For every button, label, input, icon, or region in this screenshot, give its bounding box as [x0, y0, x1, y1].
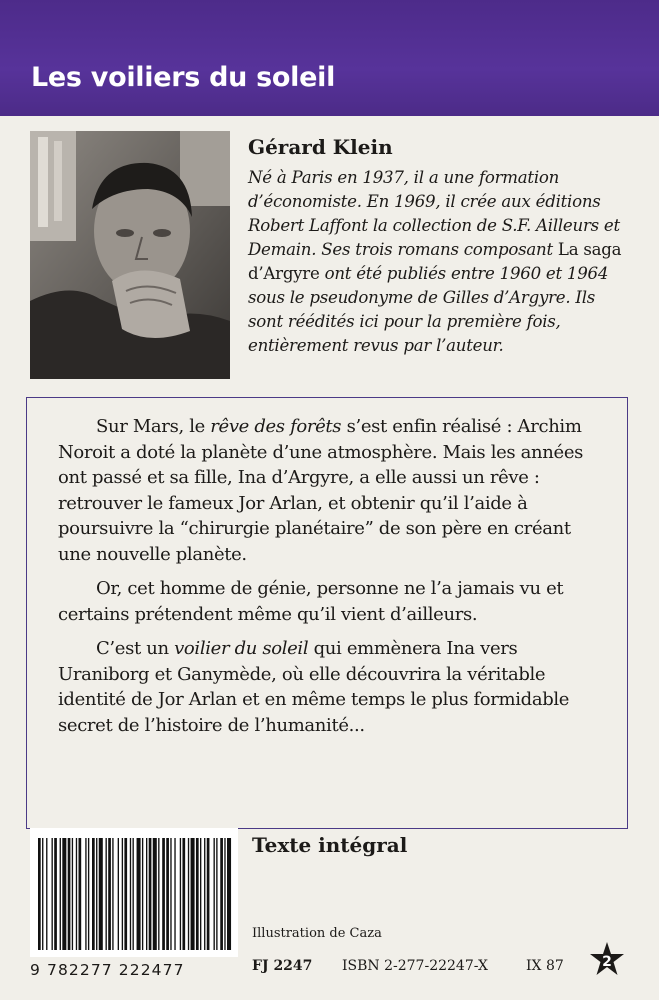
author-name: Gérard Klein — [248, 135, 393, 159]
bio-part-2: ont été publiés entre 1960 et 1964 sous le pseudonyme de Gilles d’Argyre. Ils sont réédités ici pour la première fois, entièrement revus par l’auteur. — [248, 264, 609, 355]
author-bio — [248, 166, 630, 358]
author-portrait-icon — [30, 131, 230, 379]
catalog-number: FJ 2247 — [252, 958, 313, 974]
summary-text — [58, 414, 606, 747]
header-band — [0, 0, 659, 116]
bio-part-1: Né à Paris en 1937, il a une formation d’économiste. En 1969, il crée aux éditions Robert Laffont la collection de S.F. Ailleurs et Demain. Ses trois romans composant — [248, 168, 620, 259]
barcode-icon — [30, 828, 238, 957]
star-rank-icon — [589, 941, 625, 977]
p3-emphasis: voilier du soleil — [174, 638, 309, 659]
isbn: ISBN 2-277-22247-X — [342, 958, 488, 974]
summary-paragraph-1 — [58, 414, 606, 567]
price-code: IX 87 — [526, 958, 564, 974]
p1-text-b: s’est enfin réalisé : Archim Noroit a doté la planète d’une atmosphère. Mais les années ont passé et sa fille, Ina d’Argyre, a elle aussi un rêve : retrouver le fameux Jor Arlan, et obtenir qu’il l’aide à poursuivre la “chirurgie planétaire” de son père en créant une nouvelle planète. — [58, 416, 584, 565]
bio-saga-title: La saga d’Argyre — [248, 240, 622, 283]
illustration-credit: Illustration de Caza — [252, 926, 382, 941]
book-title: Les voiliers du soleil — [31, 62, 336, 93]
rank-value: 2 — [602, 954, 612, 970]
barcode — [30, 828, 238, 979]
summary-paragraph-3 — [58, 636, 606, 738]
p3-text-b: qui emmènera Ina vers Uraniborg et Ganymède, où elle découvrira la véritable identité de Jor Arlan et en même temps le plus formidable secret de l’histoire de l’humanité... — [58, 638, 570, 736]
author-photo — [30, 131, 230, 379]
p1-emphasis: rêve des forêts — [210, 416, 342, 437]
barcode-number: 9 782277 222477 — [30, 961, 185, 979]
p1-text-a: Sur Mars, le — [96, 416, 211, 437]
texte-integral-label: Texte intégral — [252, 833, 408, 857]
summary-paragraph-2: Or, cet homme de génie, personne ne l’a jamais vu et certains prétendent même qu’il vient d’ailleurs. — [58, 578, 564, 625]
p3-text-a: C’est un — [96, 638, 175, 659]
